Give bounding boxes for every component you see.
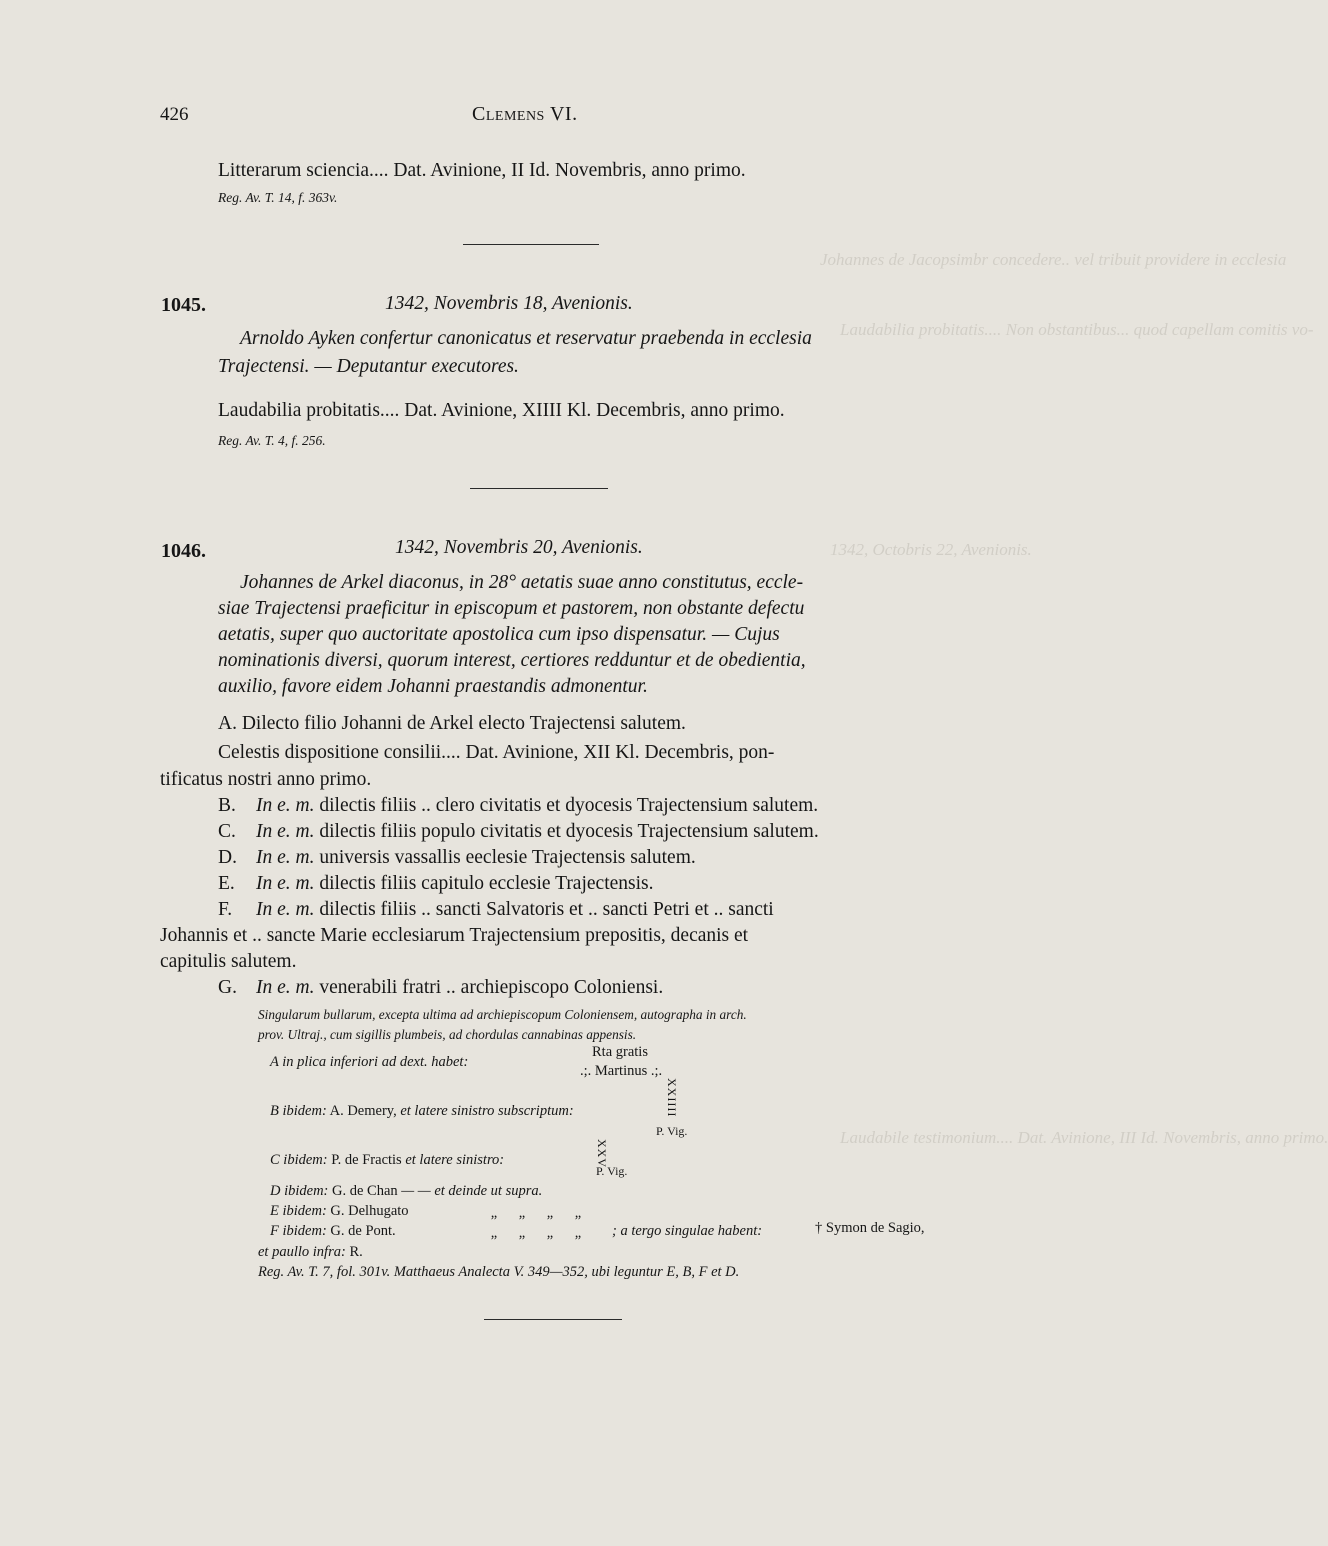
in-eodem-modo: In e. m. bbox=[256, 899, 315, 920]
note-paullo bbox=[258, 1244, 363, 1261]
letter-label: G. bbox=[218, 977, 237, 998]
letter-a bbox=[218, 713, 686, 735]
letter-label: C. bbox=[218, 821, 236, 842]
register-ref: Reg. Av. T. 7, fol. 301v. Matthaeus Analecta V. 349—352, ubi leguntur E, B, F et D. bbox=[258, 1264, 740, 1280]
bleed-line: Laudabilia probitatis.... Non obstantibus... quod capellam comitis vo- bbox=[840, 320, 1314, 339]
letter-b bbox=[218, 795, 818, 817]
note-pvig: P. Vig. bbox=[656, 1124, 688, 1138]
entry-summary: Trajectensi. — Deputantur executores. bbox=[218, 356, 519, 377]
in-eodem-modo: In e. m. bbox=[256, 847, 315, 868]
in-eodem-modo: In e. m. bbox=[256, 821, 315, 842]
letter-text: dilectis filiis capitulo ecclesie Trajectensis. bbox=[319, 873, 654, 894]
entry-date: 1342, Novembris 20, Avenionis. bbox=[395, 537, 643, 558]
letter-text: capitulis salutem. bbox=[160, 951, 297, 972]
note-text: et latere sinistro: bbox=[405, 1152, 505, 1168]
note-text: ; a tergo singulae habent: bbox=[612, 1223, 763, 1239]
letter-text: Celestis dispositione consilii.... Dat. Avinione, XII Kl. Decembris, pon- bbox=[218, 742, 775, 763]
ditto-marks bbox=[480, 1225, 592, 1242]
note-name: G. Delhugato bbox=[330, 1203, 409, 1219]
letter-text: dilectis filiis .. sancti Salvatoris et .. sancti Petri et .. sancti bbox=[319, 899, 774, 920]
register-ref: Reg. Av. T. 4, f. 256. bbox=[218, 433, 326, 448]
note-d bbox=[270, 1183, 542, 1200]
note-label: C ibidem: bbox=[270, 1152, 328, 1168]
ditto: „ bbox=[546, 1205, 554, 1221]
bleed-line: Johannes de Jacopsimbr concedere.. vel tribuit providere in ecclesia bbox=[820, 250, 1287, 269]
note-label: F ibidem: bbox=[270, 1223, 327, 1239]
letter-text: dilectis filiis .. clero civitatis et dyocesis Trajectensium salutem. bbox=[319, 795, 819, 816]
ditto: „ bbox=[490, 1225, 498, 1241]
letter-label: D. bbox=[218, 847, 237, 868]
separator-rule bbox=[463, 244, 599, 245]
note-c bbox=[270, 1152, 504, 1169]
entry-summary: Johannes de Arkel diaconus, in 28° aetatis suae anno constitutus, eccle- bbox=[240, 572, 804, 593]
note-b bbox=[270, 1103, 574, 1120]
letter-text: Johannis et .. sancte Marie ecclesiarum Trajectensium prepositis, decanis et bbox=[160, 925, 749, 946]
ditto: „ bbox=[574, 1225, 582, 1241]
register-ref: Reg. Av. T. 14, f. 363v. bbox=[218, 190, 338, 205]
note-a: A in plica inferiori ad dext. habet: bbox=[270, 1054, 469, 1070]
letter-e bbox=[218, 873, 654, 895]
in-eodem-modo: In e. m. bbox=[256, 795, 315, 816]
note-martinus: .;. Martinus .;. bbox=[580, 1063, 663, 1079]
bleed-line: Laudabile testimonium.... Dat. Avinione, III Id. Novembris, anno primo. bbox=[840, 1128, 1328, 1147]
note-label: B ibidem: bbox=[270, 1103, 327, 1119]
ditto: „ bbox=[546, 1225, 554, 1241]
note-name: G. de Chan bbox=[332, 1183, 398, 1199]
separator-rule bbox=[484, 1319, 622, 1320]
note-name: A. Demery, bbox=[329, 1103, 397, 1119]
letter-label: F. bbox=[218, 899, 233, 920]
note-rta: Rta gratis bbox=[592, 1044, 648, 1060]
note-text: et latere sinistro subscriptum: bbox=[400, 1103, 574, 1119]
note-name: † Symon de Sagio, bbox=[815, 1220, 925, 1236]
note-name: R. bbox=[349, 1244, 363, 1260]
note-e bbox=[270, 1203, 409, 1220]
entry-number: 1045. bbox=[161, 294, 206, 316]
entry-summary: nominationis diversi, quorum interest, certiores redduntur et de obedientia, bbox=[218, 650, 806, 671]
running-title: Clemens VI. bbox=[472, 103, 578, 125]
page-number: 426 bbox=[160, 104, 189, 125]
note-label: E ibidem: bbox=[270, 1203, 327, 1219]
entry-summary: Arnoldo Ayken confertur canonicatus et reservatur praebenda in ecclesia bbox=[240, 328, 812, 349]
note-name: G. de Pont. bbox=[330, 1223, 396, 1239]
note-text: et paullo infra: bbox=[258, 1244, 346, 1260]
letter-d bbox=[218, 847, 696, 869]
letter-text: tificatus nostri anno primo. bbox=[160, 769, 372, 790]
ditto: „ bbox=[518, 1225, 526, 1241]
entry-text: Laudabilia probitatis.... Dat. Avinione, XIIII Kl. Decembris, anno primo. bbox=[218, 400, 785, 421]
entry-date: 1342, Novembris 18, Avenionis. bbox=[385, 293, 633, 314]
in-eodem-modo: In e. m. bbox=[256, 873, 315, 894]
ditto: „ bbox=[490, 1205, 498, 1221]
vertical-numeral: XXV bbox=[595, 1139, 609, 1168]
vertical-numeral: XXIIII bbox=[665, 1078, 679, 1118]
note-line: prov. Ultraj., cum sigillis plumbeis, ad chordulas cannabinas appensis. bbox=[258, 1027, 637, 1042]
entry-number: 1046. bbox=[161, 540, 206, 562]
letter-g bbox=[218, 977, 663, 999]
note-name: P. de Fractis bbox=[331, 1152, 402, 1168]
letter-label: B. bbox=[218, 795, 236, 816]
note-label: D ibidem: bbox=[270, 1183, 329, 1199]
ditto-marks bbox=[480, 1205, 592, 1222]
letter-text: Dilecto filio Johanni de Arkel electo Trajectensi salutem. bbox=[241, 713, 686, 734]
note-pvig: P. Vig. bbox=[596, 1164, 628, 1178]
letter-f bbox=[218, 899, 774, 921]
letter-c bbox=[218, 821, 819, 843]
note-line: Singularum bullarum, excepta ultima ad archiepiscopum Coloniensem, autographa in arch. bbox=[258, 1007, 747, 1022]
note-text: — — et deinde ut supra. bbox=[401, 1183, 543, 1199]
note-f bbox=[270, 1223, 396, 1240]
ditto: „ bbox=[518, 1205, 526, 1221]
entry-summary: siae Trajectensi praeficitur in episcopum et pastorem, non obstante defectu bbox=[218, 598, 805, 619]
entry-summary: auxilio, favore eidem Johanni praestandis admonentur. bbox=[218, 676, 648, 697]
letter-text: universis vassallis eeclesie Trajectensis salutem. bbox=[319, 847, 696, 868]
separator-rule bbox=[470, 488, 608, 489]
in-eodem-modo: In e. m. bbox=[256, 977, 315, 998]
entry-summary: aetatis, super quo auctoritate apostolica cum ipso dispensatur. — Cujus bbox=[218, 624, 780, 645]
letter-text: dilectis filiis populo civitatis et dyocesis Trajectensium salutem. bbox=[319, 821, 819, 842]
bleed-line: 1342, Octobris 22, Avenionis. bbox=[830, 540, 1032, 559]
letter-text: venerabili fratri .. archiepiscopo Coloniensi. bbox=[319, 977, 664, 998]
letter-label: A. bbox=[218, 713, 237, 734]
letter-label: E. bbox=[218, 873, 235, 894]
ditto: „ bbox=[574, 1205, 582, 1221]
continuation-line: Litterarum sciencia.... Dat. Avinione, II Id. Novembris, anno primo. bbox=[218, 160, 746, 181]
